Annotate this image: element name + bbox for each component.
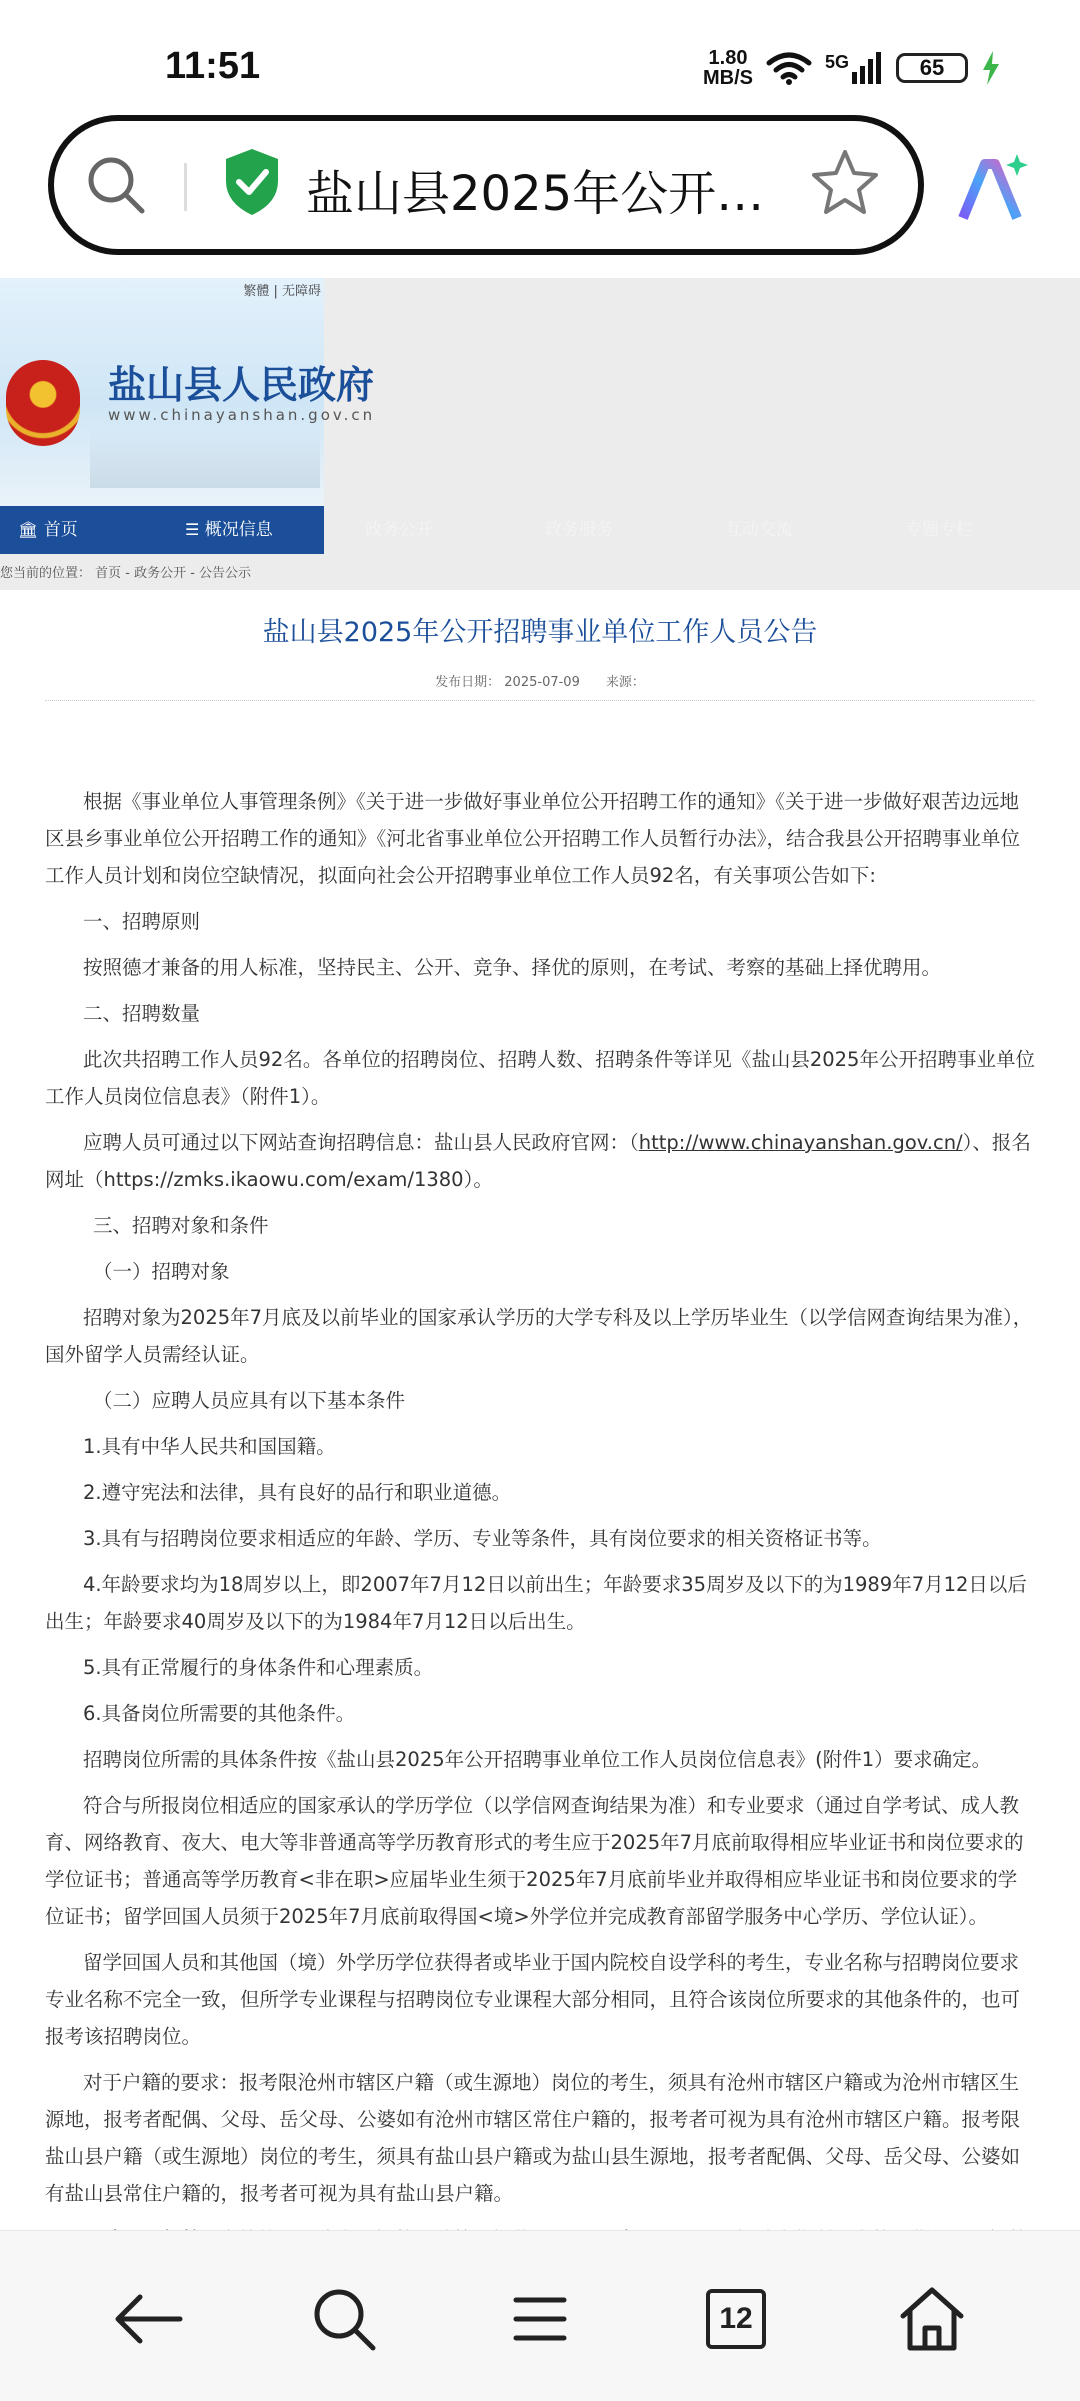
paragraph: 按照德才兼备的用人标准，坚持民主、公开、竞争、择优的原则，在考试、考察的基础上择优聘用。 xyxy=(83,956,942,979)
top-links[interactable]: 繁體 | 无障碍 xyxy=(243,284,321,299)
layers-icon: ☰ xyxy=(185,520,200,539)
nav-label: 政务公开 xyxy=(365,520,433,540)
charging-icon xyxy=(982,51,1000,85)
search-icon xyxy=(309,2284,379,2354)
condition-item: 2.遵守宪法和法律，具有良好的品行和职业道德。 xyxy=(83,1481,512,1504)
site-name[interactable]: 盐山县人民政府 xyxy=(108,362,375,407)
sub-heading: （一）招聘对象 xyxy=(93,1260,230,1283)
status-icons xyxy=(703,48,1000,88)
address-divider xyxy=(184,163,187,211)
net-speed-value: 1.80 xyxy=(708,47,748,69)
article-meta: 发布日期： 2025-07-09 来源： xyxy=(435,675,645,690)
nav-item-topics[interactable] xyxy=(905,506,973,554)
nav-label: 首页 xyxy=(43,520,78,540)
web-page xyxy=(0,278,1080,2228)
status-bar xyxy=(0,0,1080,110)
status-time: 11:51 xyxy=(165,45,261,87)
net-speed xyxy=(703,48,753,88)
condition-item: 3.具有与招聘岗位要求相适应的年龄、学历、专业等条件，具有岗位要求的相关资格证书等。 xyxy=(83,1527,882,1550)
cellular-signal xyxy=(825,52,882,84)
section-heading: 一、招聘原则 xyxy=(83,910,201,933)
article-body xyxy=(45,783,1035,2295)
address-title[interactable]: 盐山县2025年公开… xyxy=(306,166,765,222)
section-heading: 二、招聘数量 xyxy=(83,1002,201,1025)
nav-item-interaction[interactable] xyxy=(725,506,793,554)
net-speed-unit: MB/S xyxy=(702,67,753,89)
paragraph: 对于户籍的要求：报考限沧州市辖区户籍（或生源地）岗位的考生，须具有沧州市辖区户籍或为沧州市辖区生源地，报考者配偶、父母、岳父母、公婆如有沧州市辖区常住户籍的，报考者可视为具有沧州市辖区户籍。报考限盐山县户籍（或生源地）岗位的考生，须具有盐山县户籍或为盐山县生源地，报考者配偶、父母、岳父母、公婆如有盐山县常住户籍的，报考者可视为具有盐山县户籍。 xyxy=(45,2071,1021,2205)
condition-item: 1.具有中华人民共和国国籍。 xyxy=(83,1435,336,1458)
tabs-count: 12 xyxy=(706,2289,766,2349)
paragraph: 招聘对象为2025年7月底及以前毕业的国家承认学历的大学专科及以上学历毕业生（以学信网查询结果为准），国外留学人员需经认证。 xyxy=(45,1306,1033,1366)
paragraph: 此次共招聘工作人员92名。各单位的招聘岗位、招聘人数、招聘条件等详见《盐山县2025年公开招聘事业单位工作人员岗位信息表》（附件1）。 xyxy=(45,1048,1035,1108)
nav-item-home[interactable] xyxy=(18,506,78,554)
star-bookmark-icon[interactable] xyxy=(810,147,880,217)
condition-item: 6.具备岗位所需要的其他条件。 xyxy=(83,1702,356,1725)
bottom-toolbar xyxy=(0,2230,1080,2401)
city-skyline xyxy=(90,428,320,488)
nav-item-overview[interactable] xyxy=(185,506,273,554)
nav-label: 互动交流 xyxy=(725,520,793,540)
site-nav xyxy=(0,506,1080,554)
back-button[interactable] xyxy=(108,2279,188,2359)
home-icon xyxy=(897,2284,967,2354)
divider xyxy=(45,700,1035,701)
signal-bars-icon xyxy=(852,52,882,84)
security-shield-icon[interactable] xyxy=(222,147,282,217)
nav-item-gov-service[interactable] xyxy=(545,506,613,554)
search-icon[interactable] xyxy=(84,153,148,217)
bank-icon: 🏛︎ xyxy=(18,520,39,539)
gov-site-link[interactable]: http://www.chinayanshan.gov.cn/ xyxy=(638,1131,963,1154)
site-banner xyxy=(0,278,1080,590)
nav-label: 政务服务 xyxy=(545,520,613,540)
search-button[interactable] xyxy=(304,2279,384,2359)
menu-button[interactable] xyxy=(500,2279,580,2359)
nav-label: 概况信息 xyxy=(204,520,273,540)
back-arrow-icon xyxy=(112,2289,184,2349)
menu-icon xyxy=(512,2294,568,2344)
condition-item: 4.年龄要求均为18周岁以上，即2007年7月12日以前出生；年龄要求35周岁及以下的为1989年7月12日以后出生；年龄要求40周岁及以下的为1984年7月12日以后出生。 xyxy=(45,1573,1027,1633)
article xyxy=(45,590,1035,2304)
section-heading: 三、招聘对象和条件 xyxy=(93,1214,269,1237)
site-url: www.chinayanshan.gov.cn xyxy=(108,406,376,424)
condition-item: 5.具有正常履行的身体条件和心理素质。 xyxy=(83,1656,434,1679)
nav-item-gov-open[interactable] xyxy=(365,506,433,554)
paragraph: 根据《事业单位人事管理条例》《关于进一步做好事业单位公开招聘工作的通知》《关于进一步做好艰苦边远地区县乡事业单位公开招聘工作的通知》《河北省事业单位公开招聘工作人员暂行办法》，结合我县公开招聘事业单位工作人员计划和岗位空缺情况，拟面向社会公开招聘事业单位工作人员92名，有关事项公告如下: xyxy=(45,790,1021,887)
paragraph: 符合与所报岗位相适应的国家承认的学历学位（以学信网查询结果为准）和专业要求（通过自学考试、成人教育、网络教育、夜大、电大等非普通高等学历教育形式的考生应于2025年7月底前取得相应毕业证书和岗位要求的学位证书；普通高等学历教育<非在职>应届毕业生须于2025年7月底前毕业并取得相应毕业证书和岗位要求的学位证书；留学回国人员须于2025年7月底前取得国<境>外学位并完成教育部留学服务中心学历、学位认证）。 xyxy=(45,1794,1024,1928)
breadcrumb[interactable]: 您当前的位置： 首页 - 政务公开 - 公告公示 xyxy=(0,566,252,581)
home-button[interactable] xyxy=(892,2279,972,2359)
ai-assistant-icon[interactable] xyxy=(955,150,1033,228)
national-emblem-icon xyxy=(6,360,80,446)
battery-indicator: 65 xyxy=(896,53,968,83)
tabs-button[interactable] xyxy=(696,2279,776,2359)
paragraph: 招聘岗位所需的具体条件按《盐山县2025年公开招聘事业单位工作人员岗位信息表》(附件1）要求确定。 xyxy=(83,1748,992,1771)
paragraph-links xyxy=(45,1124,1035,1198)
text: 应聘人员可通过以下网站查询招聘信息：盐山县人民政府官网：（ xyxy=(83,1131,639,1154)
article-title: 盐山县2025年公开招聘事业单位工作人员公告 xyxy=(262,617,818,648)
address-bar[interactable] xyxy=(48,115,924,255)
nav-label: 专题专栏 xyxy=(905,520,973,540)
sub-heading: （二）应聘人员应具有以下基本条件 xyxy=(93,1389,406,1412)
paragraph: 留学回国人员和其他国（境）外学历学位获得者或毕业于国内院校自设学科的考生，专业名称与招聘岗位要求专业名称不完全一致，但所学专业课程与招聘岗位专业课程大部分相同，且符合该岗位所要求的其他条件的，也可报考该招聘岗位。 xyxy=(45,1951,1021,2048)
text: ）、报名网址（https://zmks.ikaowu.com/exam/1380）。 xyxy=(45,1131,1031,1191)
wifi-icon xyxy=(767,51,811,85)
network-type: 5G xyxy=(824,52,849,72)
